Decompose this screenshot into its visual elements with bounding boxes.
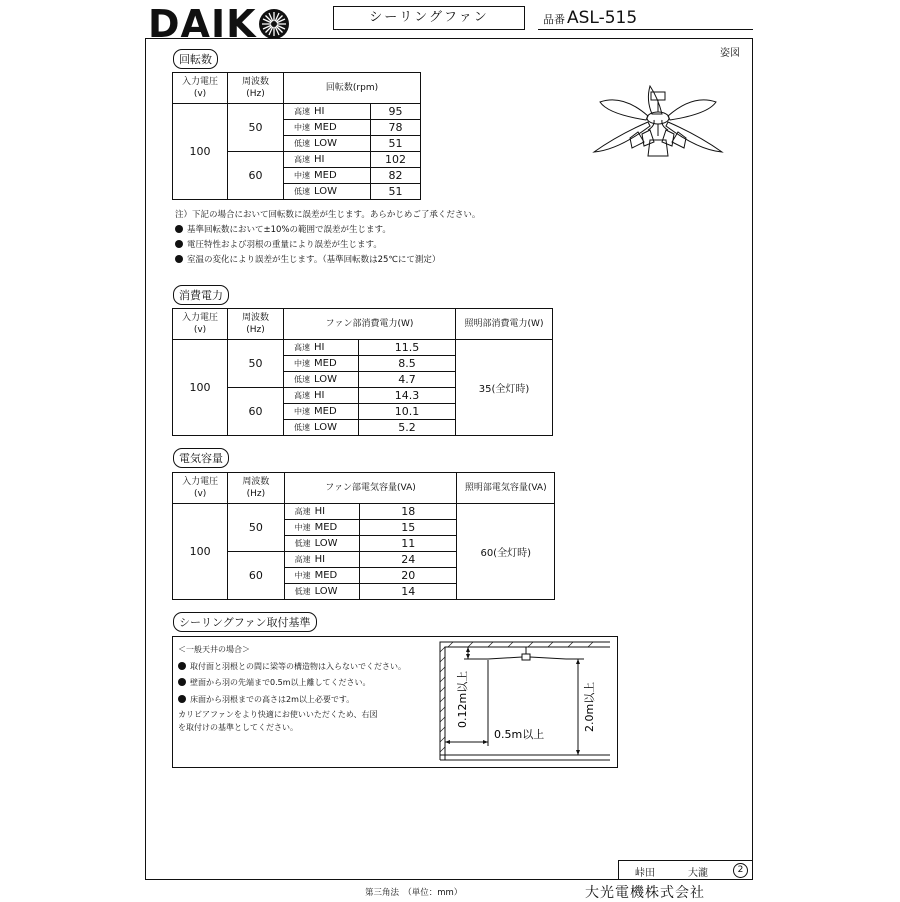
bullet-icon — [178, 695, 186, 703]
installation-diagram — [438, 640, 613, 764]
company-name: 大光電機株式会社 — [585, 885, 705, 901]
rotation-table — [172, 72, 421, 200]
value-cell: 18 — [359, 504, 457, 520]
brand-logo: DAIK — [148, 2, 289, 46]
install-item: 取付面と羽根との間に梁等の構造物は入らないでください。 — [178, 659, 406, 676]
rotation-notes — [175, 208, 480, 268]
capacity-heading: 電気容量 — [173, 448, 229, 468]
value-cell: 15 — [359, 520, 457, 536]
speed-cell: 中速 MED — [284, 404, 359, 420]
col-voltage-header: 入力電圧 (v) — [173, 473, 228, 504]
page-number: 2 — [733, 863, 748, 878]
col-fan-power-header: ファン部消費電力(W) — [284, 309, 456, 340]
col-fan-capacity-header: ファン部電気容量(VA) — [284, 473, 457, 504]
value-cell: 10.1 — [359, 404, 456, 420]
install-item: 壁面から羽の先端まで0.5m以上離してください。 — [178, 675, 406, 692]
value-cell: 14.3 — [359, 388, 456, 404]
col-frequency-header: 周波数 (Hz) — [228, 473, 284, 504]
light-capacity-cell: 60(全灯時) — [457, 504, 555, 600]
bullet-icon — [175, 255, 183, 263]
bullet-icon — [175, 225, 183, 233]
speed-cell: 低速 LOW — [284, 584, 359, 600]
speed-cell: 高速 HI — [284, 388, 359, 404]
dim-floor-label: 2.0m以上 — [583, 681, 596, 732]
speed-cell: 高速 HI — [284, 552, 359, 568]
speed-cell: 中速 MED — [284, 168, 371, 184]
value-cell: 11.5 — [359, 340, 456, 356]
voltage-cell: 100 — [173, 104, 228, 200]
install-text — [178, 642, 406, 734]
value-cell: 11 — [359, 536, 457, 552]
speed-cell: 低速 LOW — [284, 536, 359, 552]
power-heading: 消費電力 — [173, 285, 229, 305]
install-heading: シーリングファン取付基準 — [173, 612, 317, 632]
col-frequency-header: 周波数 (Hz) — [228, 309, 284, 340]
value-cell: 4.7 — [359, 372, 456, 388]
value-cell: 51 — [371, 136, 421, 152]
power-table — [172, 308, 553, 436]
col-voltage-header: 入力電圧 (v) — [173, 73, 228, 104]
frequency-cell: 50 — [228, 504, 284, 552]
col-frequency-header: 周波数 (Hz) — [228, 73, 284, 104]
voltage-cell: 100 — [173, 504, 228, 600]
document-title: シーリングファン — [333, 6, 525, 30]
light-power-cell: 35(全灯時) — [456, 340, 553, 436]
speed-cell: 低速 LOW — [284, 136, 371, 152]
frequency-cell: 50 — [228, 104, 284, 152]
note-item: 室温の変化により誤差が生じます。（基準回転数は25℃にて測定） — [175, 253, 480, 268]
frequency-cell: 60 — [228, 388, 284, 436]
speed-cell: 低速 LOW — [284, 184, 371, 200]
speed-cell: 中速 MED — [284, 356, 359, 372]
col-light-capacity-header: 照明部電気容量(VA) — [457, 473, 555, 504]
drafter-name: 峠田 — [635, 868, 655, 879]
value-cell: 95 — [371, 104, 421, 120]
capacity-table — [172, 472, 555, 600]
value-cell: 8.5 — [359, 356, 456, 372]
value-cell: 102 — [371, 152, 421, 168]
frequency-cell: 50 — [228, 340, 284, 388]
projection-scale: 第三角法 （単位：mm） — [365, 888, 463, 898]
value-cell: 78 — [371, 120, 421, 136]
speed-cell: 高速 HI — [284, 504, 359, 520]
notes-intro: 注）下記の場合において回転数に誤差が生じます。あらかじめご了承ください。 — [175, 210, 481, 220]
speed-cell: 中速 MED — [284, 520, 359, 536]
bullet-icon — [175, 240, 183, 248]
speed-cell: 中速 MED — [284, 120, 371, 136]
bullet-icon — [178, 678, 186, 686]
install-note: カリビアファンをより快適にお使いいただくため、右図 を取付けの基準としてください。 — [178, 710, 378, 732]
frequency-cell: 60 — [228, 552, 284, 600]
figure-label: 姿図 — [720, 48, 740, 59]
col-voltage-header: 入力電圧 (v) — [173, 309, 228, 340]
speed-cell: 高速 HI — [284, 104, 371, 120]
value-cell: 82 — [371, 168, 421, 184]
note-item: 電圧特性および羽根の重量により誤差が生じます。 — [175, 238, 480, 253]
speed-cell: 低速 LOW — [284, 372, 359, 388]
rotation-heading: 回転数 — [173, 49, 218, 69]
value-cell: 14 — [359, 584, 457, 600]
ceiling-fan-illustration — [588, 80, 728, 175]
checker-name: 大瀧 — [688, 868, 708, 879]
value-cell: 51 — [371, 184, 421, 200]
install-item: 床面から羽根までの高さは2m以上必要です。 — [178, 692, 406, 709]
dim-wall-label: 0.5m以上 — [494, 728, 545, 741]
col-light-power-header: 照明部消費電力(W) — [456, 309, 553, 340]
col-rpm-header: 回転数(rpm) — [284, 73, 421, 104]
speed-cell: 高速 HI — [284, 340, 359, 356]
speed-cell: 高速 HI — [284, 152, 371, 168]
dim-ceiling-label: 0.12m以上 — [456, 670, 469, 728]
brand-sunburst-icon — [259, 9, 289, 39]
speed-cell: 低速 LOW — [284, 420, 359, 436]
voltage-cell: 100 — [173, 340, 228, 436]
bullet-icon — [178, 662, 186, 670]
value-cell: 5.2 — [359, 420, 456, 436]
speed-cell: 中速 MED — [284, 568, 359, 584]
model-number: 品番 ASL-515 — [543, 8, 638, 28]
note-item: 基準回転数において±10%の範囲で誤差が生じます。 — [175, 223, 480, 238]
header-underline — [538, 29, 753, 30]
value-cell: 20 — [359, 568, 457, 584]
value-cell: 24 — [359, 552, 457, 568]
install-case: ＜一般天井の場合＞ — [178, 645, 250, 654]
frequency-cell: 60 — [228, 152, 284, 200]
